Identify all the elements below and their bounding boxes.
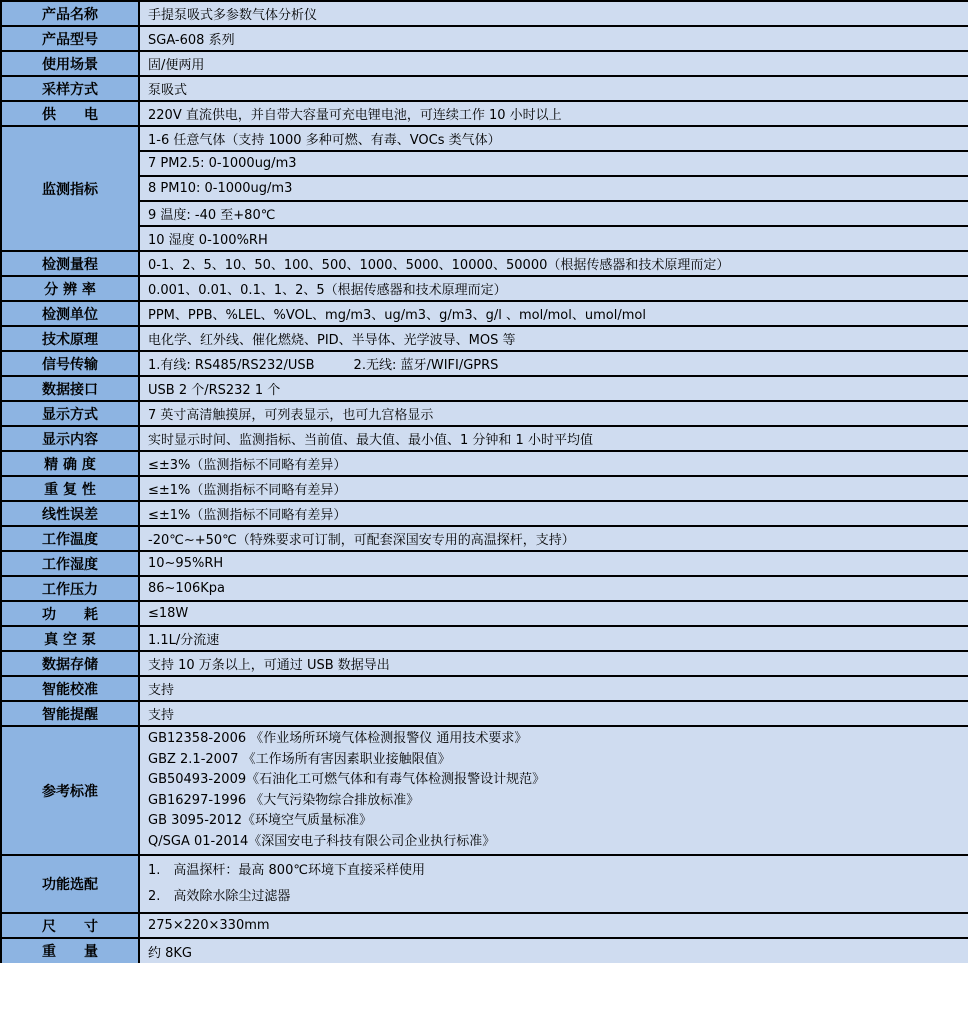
table-row	[1, 301, 968, 326]
spec-value: 约 8KG	[139, 938, 968, 963]
spec-label: 重 量	[1, 938, 139, 963]
spec-label: 显示内容	[1, 426, 139, 451]
spec-value-line: GBZ 2.1-2007 《工作场所有害因素职业接触限值》	[148, 751, 451, 767]
spec-label: 使用场景	[1, 51, 139, 76]
spec-value-line: GB50493-2009《石油化工可燃气体和有毒气体检测报警设计规范》	[148, 772, 546, 787]
spec-label: 监测指标	[1, 126, 139, 251]
table-row	[1, 176, 968, 201]
spec-label: 精 确 度	[1, 451, 139, 476]
table-row	[1, 651, 968, 676]
spec-label: 工作湿度	[1, 551, 139, 576]
spec-value: 手提泵吸式多参数气体分析仪	[139, 1, 968, 26]
spec-table-body	[1, 1, 968, 963]
table-row	[1, 676, 968, 701]
table-row	[1, 551, 968, 576]
table-row	[1, 501, 968, 526]
spec-label: 产品型号	[1, 26, 139, 51]
table-row	[1, 326, 968, 351]
spec-value: ≤±1%（监测指标不同略有差异）	[139, 501, 968, 526]
table-row	[1, 26, 968, 51]
spec-value: 支持 10 万条以上，可通过 USB 数据导出	[139, 651, 968, 676]
spec-label: 尺 寸	[1, 913, 139, 938]
spec-value: SGA-608 系列	[139, 26, 968, 51]
spec-value: 1.1L/分流速	[139, 626, 968, 651]
spec-label: 智能校准	[1, 676, 139, 701]
table-row	[1, 626, 968, 651]
spec-label: 功能选配	[1, 855, 139, 913]
spec-label: 信号传输	[1, 351, 139, 376]
spec-value	[139, 855, 968, 913]
table-row	[1, 526, 968, 551]
spec-value: 支持	[139, 676, 968, 701]
spec-value: 泵吸式	[139, 76, 968, 101]
spec-value-line: 1. 高温探杆：最高 800℃环境下直接采样使用	[148, 863, 425, 878]
table-row	[1, 51, 968, 76]
spec-value: 0.001、0.01、0.1、1、2、5（根据传感器和技术原理而定）	[139, 276, 968, 301]
spec-label: 线性误差	[1, 501, 139, 526]
spec-value: 1.有线: RS485/RS232/USB 2.无线: 蓝牙/WIFI/GPRS	[139, 351, 968, 376]
spec-value: 7 PM2.5: 0-1000ug/m3	[139, 151, 968, 176]
spec-label: 工作压力	[1, 576, 139, 601]
table-row	[1, 351, 968, 376]
spec-value: USB 2 个/RS232 1 个	[139, 376, 968, 401]
spec-label: 真 空 泵	[1, 626, 139, 651]
table-row	[1, 151, 968, 176]
table-row	[1, 76, 968, 101]
spec-value: 固/便两用	[139, 51, 968, 76]
table-row	[1, 913, 968, 938]
spec-value: 0-1、2、5、10、50、100、500、1000、5000、10000、50000（根据传感器和技术原理而定）	[139, 251, 968, 276]
spec-value: -20℃~+50℃（特殊要求可订制，可配套深国安专用的高温探杆，支持）	[139, 526, 968, 551]
spec-label: 供 电	[1, 101, 139, 126]
spec-value: 1-6 任意气体（支持 1000 多种可燃、有毒、VOCs 类气体）	[139, 126, 968, 151]
spec-value: ≤±3%（监测指标不同略有差异）	[139, 451, 968, 476]
spec-value: 10~95%RH	[139, 551, 968, 576]
spec-value	[139, 726, 968, 855]
spec-value-line: GB12358-2006 《作业场所环境气体检测报警仪 通用技术要求》	[148, 731, 528, 746]
spec-label: 显示方式	[1, 401, 139, 426]
spec-label: 分 辨 率	[1, 276, 139, 301]
spec-value: 电化学、红外线、催化燃烧、PID、半导体、光学波导、MOS 等	[139, 326, 968, 351]
spec-value: 220V 直流供电，并自带大容量可充电锂电池，可连续工作 10 小时以上	[139, 101, 968, 126]
table-row	[1, 201, 968, 226]
spec-label: 检测量程	[1, 251, 139, 276]
spec-value: 8 PM10: 0-1000ug/m3	[139, 176, 968, 201]
spec-value-line: GB 3095-2012《环境空气质量标准》	[148, 813, 372, 828]
table-row	[1, 726, 968, 855]
spec-value: 实时显示时间、监测指标、当前值、最大值、最小值、1 分钟和 1 小时平均值	[139, 426, 968, 451]
table-row	[1, 576, 968, 601]
spec-label: 工作温度	[1, 526, 139, 551]
spec-value: ≤±1%（监测指标不同略有差异）	[139, 476, 968, 501]
table-row	[1, 251, 968, 276]
spec-label: 数据存储	[1, 651, 139, 676]
spec-value: 支持	[139, 701, 968, 726]
table-row	[1, 401, 968, 426]
spec-label: 重 复 性	[1, 476, 139, 501]
spec-value-line: Q/SGA 01-2014《深国安电子科技有限公司企业执行标准》	[148, 833, 496, 849]
spec-value: 275×220×330mm	[139, 913, 968, 938]
table-row	[1, 601, 968, 626]
spec-value: 9 温度: -40 至+80℃	[139, 201, 968, 226]
spec-value: 86~106Kpa	[139, 576, 968, 601]
spec-label: 智能提醒	[1, 701, 139, 726]
spec-value: ≤18W	[139, 601, 968, 626]
spec-label: 产品名称	[1, 1, 139, 26]
spec-label: 参考标准	[1, 726, 139, 855]
spec-label: 采样方式	[1, 76, 139, 101]
spec-value: 7 英寸高清触摸屏，可列表显示，也可九宫格显示	[139, 401, 968, 426]
spec-value: PPM、PPB、%LEL、%VOL、mg/m3、ug/m3、g/m3、g/l 、mol/mol、umol/mol	[139, 301, 968, 326]
table-row	[1, 376, 968, 401]
table-row	[1, 938, 968, 963]
spec-label: 检测单位	[1, 301, 139, 326]
table-row	[1, 451, 968, 476]
table-row	[1, 126, 968, 151]
table-row	[1, 101, 968, 126]
spec-value: 10 湿度 0-100%RH	[139, 226, 968, 251]
spec-label: 数据接口	[1, 376, 139, 401]
spec-value-line: GB16297-1996 《大气污染物综合排放标准》	[148, 792, 420, 808]
table-row	[1, 276, 968, 301]
table-row	[1, 855, 968, 913]
table-row	[1, 426, 968, 451]
spec-value-line: 2. 高效除水除尘过滤器	[148, 889, 291, 904]
table-row	[1, 1, 968, 26]
table-row	[1, 701, 968, 726]
spec-label: 技术原理	[1, 326, 139, 351]
table-row	[1, 226, 968, 251]
spec-label: 功 耗	[1, 601, 139, 626]
table-row	[1, 476, 968, 501]
